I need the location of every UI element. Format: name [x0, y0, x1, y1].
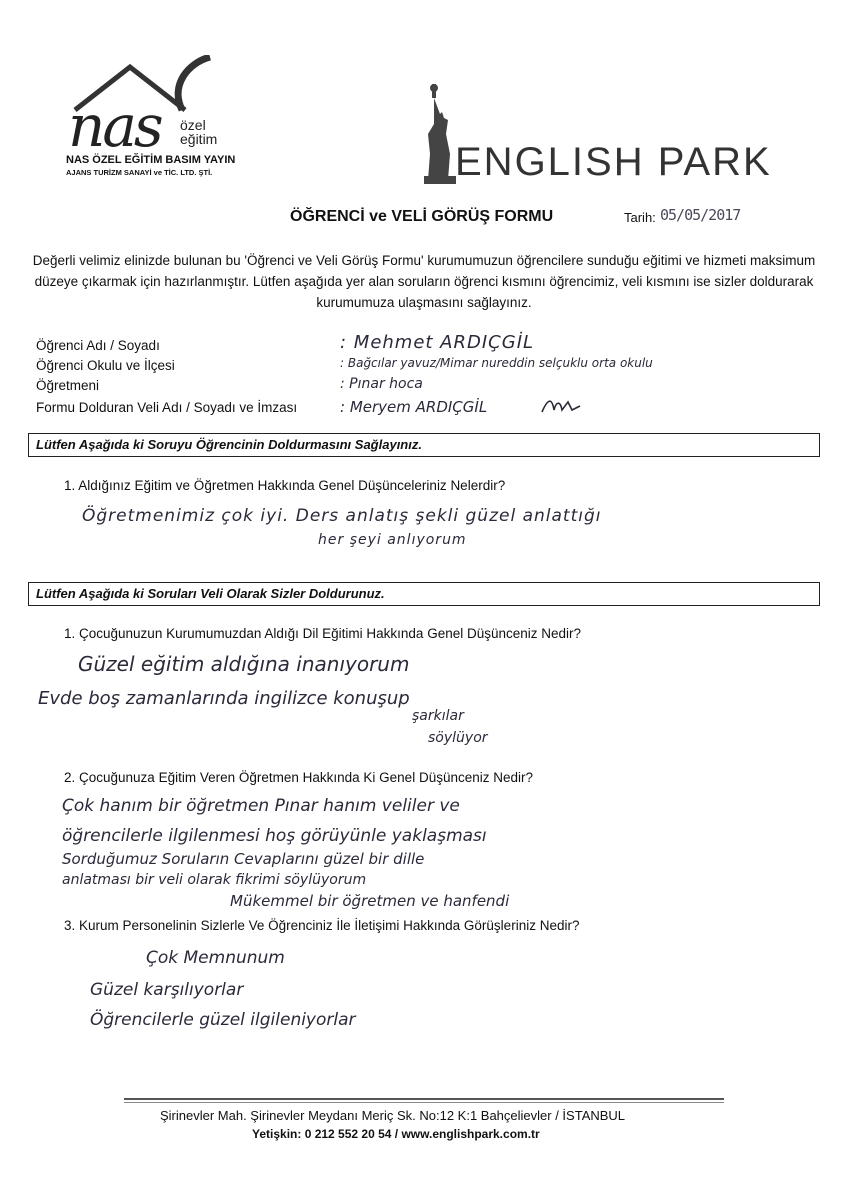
- student-section-header: Lütfen Aşağıda ki Soruyu Öğrencinin Doldurmasını Sağlayınız.: [36, 437, 422, 452]
- parent-answer-1-line1: Güzel eğitim aldığına inanıyorum: [78, 652, 410, 676]
- school-label: Öğrenci Okulu ve İlçesi: [36, 358, 175, 373]
- parent-question-1: 1. Çocuğunuzun Kurumumuzdan Aldığı Dil Eğitimi Hakkında Genel Düşünceniz Nedir?: [64, 626, 582, 641]
- parent-section-header: Lütfen Aşağıda ki Soruları Veli Olarak Sizler Doldurunuz.: [36, 586, 385, 601]
- date-value: 05/05/2017: [660, 206, 741, 224]
- english-park-logo-text: ENGLISH PARK: [455, 140, 772, 184]
- parent-label: Formu Dolduran Veli Adı / Soyadı ve İmzası: [36, 400, 298, 415]
- parent-value: : Meryem ARDIÇGİL: [340, 398, 488, 416]
- student-answer-1-line1: Öğretmenimiz çok iyi. Ders anlatış şekli güzel anlattığı: [82, 506, 602, 526]
- footer-rule-thick: [124, 1098, 724, 1100]
- parent-question-3: 3. Kurum Personelinin Sizlerle Ve Öğrenciniz İle İletişimi Hakkında Görüşleriniz Nedir?: [64, 918, 580, 933]
- footer-rule-thin: [124, 1102, 724, 1103]
- school-value: : Bağcılar yavuz/Mimar nureddin selçuklu orta okulu: [340, 356, 653, 370]
- student-question-1: 1. Aldığınız Eğitim ve Öğretmen Hakkında Genel Düşünceleriniz Nelerdir?: [64, 478, 506, 493]
- nas-company-line2: AJANS TURİZM SANAYİ ve TİC. LTD. ŞTİ.: [66, 168, 213, 177]
- footer-address: Şirinevler Mah. Şirinevler Meydanı Meriç Sk. No:12 K:1 Bahçelievler / İSTANBUL: [160, 1108, 626, 1123]
- nas-logo-word: nas: [68, 92, 161, 160]
- parent-answer-1-line2: Evde boş zamanlarında ingilizce konuşup: [38, 688, 410, 709]
- student-name-value: : Mehmet ARDIÇGİL: [340, 332, 535, 353]
- parent-question-2: 2. Çocuğunuza Eğitim Veren Öğretmen Hakkında Ki Genel Düşünceniz Nedir?: [64, 770, 533, 785]
- parent-answer-2-line2: öğrencilerle ilgilenmesi hoş görüyünle yaklaşması: [62, 826, 487, 846]
- parent-answer-1-line4: söylüyor: [428, 730, 488, 746]
- parent-answer-3-line1: Çok Memnunum: [146, 948, 285, 968]
- parent-answer-3-line3: Öğrencilerle güzel ilgileniyorlar: [90, 1010, 356, 1030]
- nas-company-line1: NAS ÖZEL EĞİTİM BASIM YAYIN: [66, 154, 236, 166]
- parent-answer-2-line5: Mükemmel bir öğretmen ve hanfendi: [230, 892, 510, 910]
- parent-answer-2-line4: anlatması bir veli olarak fikrimi söylüyorum: [62, 872, 367, 888]
- intro-paragraph: Değerli velimiz elinizde bulunan bu 'Öğrenci ve Veli Görüş Formu' kurumumuzun öğrencilere sunduğu eğitimi ve hizmeti maksimum düzeye çıkarmak için hazırlanmıştır. Lütfen aşağıda yer alan soruların öğrenci kısmını öğrencimiz, veli kısmını ise sizler doldurarak kurumumuza ulaşmasını sağlayınız.: [32, 253, 816, 310]
- nas-logo-sub2: eğitim: [180, 131, 218, 147]
- statue-of-liberty-icon: [420, 84, 460, 184]
- form-title: ÖĞRENCİ ve VELİ GÖRÜŞ FORMU: [290, 208, 554, 225]
- parent-answer-2-line3: Sorduğumuz Soruların Cevaplarını güzel bir dille: [62, 850, 425, 868]
- nas-logo-sub1: özel: [180, 117, 206, 133]
- parent-answer-3-line2: Güzel karşılıyorlar: [90, 980, 244, 1000]
- footer-contact: Yetişkin: 0 212 552 20 54 / www.englishpark.com.tr: [252, 1127, 540, 1141]
- teacher-label: Öğretmeni: [36, 378, 100, 393]
- student-answer-1-line2: her şeyi anlıyorum: [318, 532, 467, 548]
- signature-mark: [540, 396, 584, 416]
- teacher-value: : Pınar hoca: [340, 376, 423, 392]
- nas-logo-sub: [180, 118, 217, 146]
- parent-answer-1-line3: şarkılar: [412, 708, 464, 724]
- student-name-label: Öğrenci Adı / Soyadı: [36, 338, 160, 353]
- parent-answer-2-line1: Çok hanım bir öğretmen Pınar hanım veliler ve: [62, 796, 460, 816]
- date-label: Tarih:: [624, 210, 656, 225]
